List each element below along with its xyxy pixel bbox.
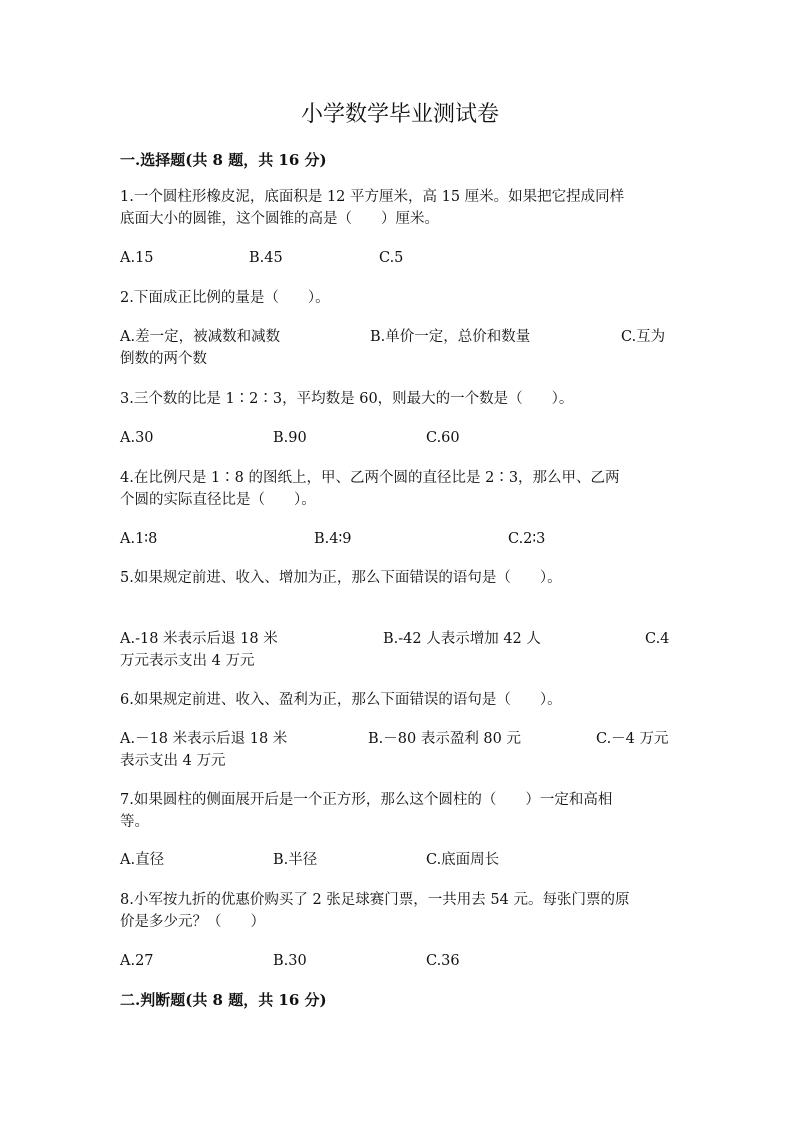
question-7-line-2: 等。 [120, 814, 149, 830]
section-heading-choice: 一.选择题(共 8 题，共 16 分) [120, 151, 327, 169]
question-3-option-a: A.30 [120, 430, 154, 446]
question-8-option-b: B.30 [273, 953, 307, 969]
question-8-line-1: 8.小军按九折的优惠价购买了 2 张足球赛门票，一共用去 54 元。每张门票的原 [120, 892, 630, 908]
question-6-option-c: C.－4 万元 [596, 731, 669, 747]
question-3-option-b: B.90 [273, 430, 307, 446]
question-4-line-2: 个圆的实际直径比是（ ）。 [120, 492, 316, 508]
question-6-option-c-continued: 表示支出 4 万元 [120, 753, 226, 769]
question-3-option-c: C.60 [426, 430, 460, 446]
question-5-line-1: 5.如果规定前进、收入、增加为正，那么下面错误的语句是（ ）。 [120, 570, 562, 586]
question-6-option-b: B.－80 表示盈利 80 元 [368, 731, 521, 747]
question-5-option-a: A.-18 米表示后退 18 米 [120, 631, 278, 647]
question-5-option-c-continued: 万元表示支出 4 万元 [120, 653, 255, 669]
question-7-option-a: A.直径 [120, 852, 165, 868]
question-1-option-b: B.45 [249, 250, 283, 266]
question-4-option-c: C.2∶3 [508, 531, 546, 547]
question-2-option-c-continued: 倒数的两个数 [120, 351, 207, 367]
question-4-option-a: A.1∶8 [120, 531, 158, 547]
question-6-line-1: 6.如果规定前进、收入、盈利为正，那么下面错误的语句是（ ）。 [120, 692, 562, 708]
question-3-line-1: 3.三个数的比是 1∶2∶3，平均数是 60，则最大的一个数是（ ）。 [120, 391, 574, 407]
question-5-option-b: B.-42 人表示增加 42 人 [383, 631, 541, 647]
question-4-option-b: B.4∶9 [314, 531, 352, 547]
question-5-option-c: C.4 [645, 631, 670, 647]
page-title: 小学数学毕业测试卷 [300, 102, 499, 127]
question-7-option-c: C.底面周长 [426, 852, 500, 868]
question-2-option-a: A.差一定，被减数和减数 [120, 329, 281, 345]
question-8-option-a: A.27 [120, 953, 154, 969]
question-8-line-2: 价是多少元？（ ） [120, 914, 265, 930]
question-1-line-1: 1.一个圆柱形橡皮泥，底面积是 12 平方厘米，高 15 厘米。如果把它捏成同样 [120, 189, 625, 205]
question-7-option-b: B.半径 [273, 852, 318, 868]
question-2-option-b: B.单价一定，总价和数量 [370, 329, 531, 345]
question-7-line-1: 7.如果圆柱的侧面展开后是一个正方形，那么这个圆柱的（ ）一定和高相 [120, 792, 613, 808]
section-heading-judgment: 二.判断题(共 8 题，共 16 分) [120, 991, 327, 1009]
question-8-option-c: C.36 [426, 953, 460, 969]
question-4-line-1: 4.在比例尺是 1∶8 的图纸上，甲、乙两个圆的直径比是 2∶3，那么甲、乙两 [120, 470, 620, 486]
question-1-option-c: C.5 [379, 250, 404, 266]
question-1-line-2: 底面大小的圆锥，这个圆锥的高是（ ）厘米。 [120, 211, 439, 227]
question-1-option-a: A.15 [120, 250, 154, 266]
question-2-line-1: 2.下面成正比例的量是（ ）。 [120, 290, 330, 306]
question-6-option-a: A.－18 米表示后退 18 米 [120, 731, 288, 747]
question-2-option-c: C.互为 [621, 329, 666, 345]
